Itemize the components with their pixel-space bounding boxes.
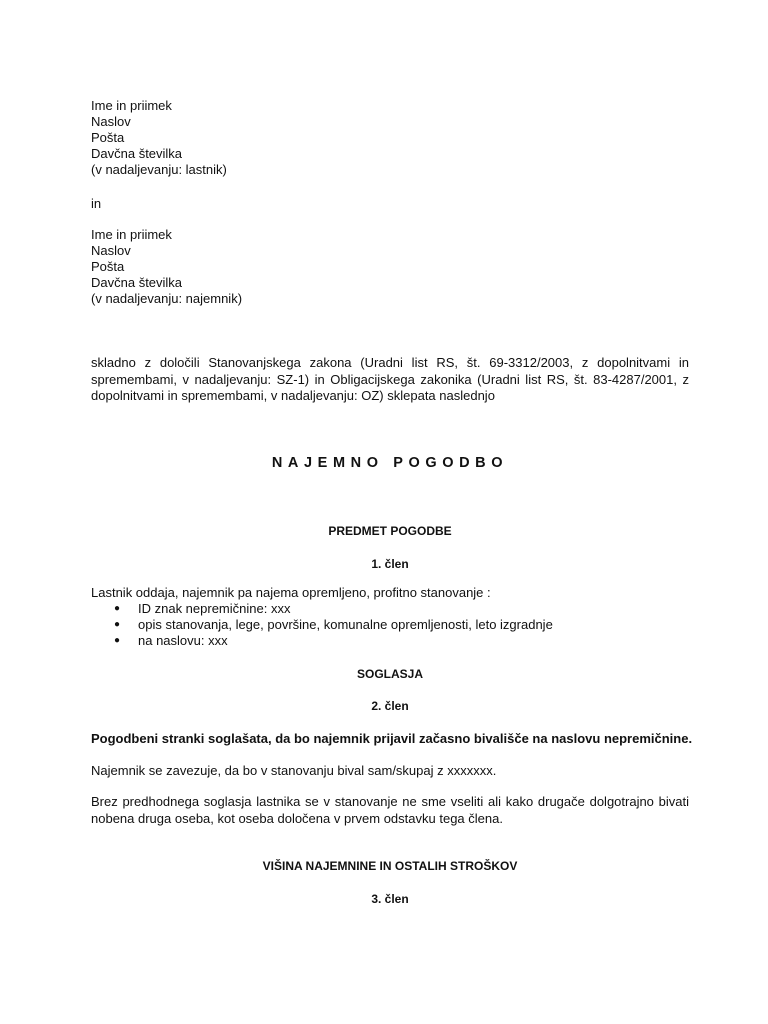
bullet-icon: ● (114, 619, 121, 630)
tenant-post-line: Pošta (91, 259, 125, 274)
consent-paragraph-2 (91, 763, 689, 779)
subject-bullet-list (91, 601, 689, 649)
section-heading-consent: SOGLASJA (356, 667, 423, 681)
list-item (91, 633, 689, 649)
list-item (91, 601, 689, 617)
article-1: 1. člen (371, 557, 409, 571)
consent-paragraph-1-text: Pogodbeni stranki soglašata, da bo najemnik prijavil začasno bivališče na naslovu nepremičnine. (91, 731, 693, 746)
bullet-icon: ● (114, 635, 121, 646)
article-2: 2. člen (371, 699, 409, 713)
section-heading-rent: VIŠINA NAJEMNINE IN OSTALIH STROŠKOV (262, 859, 518, 873)
list-item-text: opis stanovanja, lege, površine, komunalne opremljenosti, leto izgradnje (138, 617, 553, 632)
tenant-role-line: (v nadaljevanju: najemnik) (91, 291, 243, 306)
preamble-paragraph: skladno z določili Stanovanjskega zakona (Uradni list RS, št. 69-3312/2003, z dopolnitvami in spremembami, v nadaljevanju: SZ-1) in Obligacijskega zakonika (Uradni list RS, št. 83-4287/2001, z dopolnitvami in spremembami, v nadaljevanju: OZ) sklepata naslednjo (91, 355, 689, 404)
subject-intro (91, 585, 689, 601)
bullet-icon: ● (114, 603, 121, 614)
landlord-post-line: Pošta (91, 130, 125, 145)
landlord-address-line: Naslov (91, 114, 131, 129)
consent-paragraph-2-text: Najemnik se zavezuje, da bo v stanovanju bival sam/skupaj z xxxxxxx. (91, 763, 497, 778)
landlord-name-line: Ime in priimek (91, 98, 172, 113)
landlord-tax-line: Davčna številka (91, 146, 183, 161)
subject-intro-text: Lastnik oddaja, najemnik pa najema opremljeno, profitno stanovanje : (91, 585, 491, 600)
landlord-block (91, 98, 689, 178)
landlord-role-line: (v nadaljevanju: lastnik) (91, 162, 227, 177)
document-title: NAJEMNO POGODBO (271, 455, 509, 471)
tenant-address-line: Naslov (91, 243, 131, 258)
list-item-text: ID znak nepremičnine: xxx (138, 601, 291, 616)
list-item (91, 617, 689, 633)
consent-paragraph-3: Brez predhodnega soglasja lastnika se v stanovanje ne sme vseliti ali kako drugače dolgotrajno bivati nobena druga oseba, kot oseba določena v prvem odstavku tega člena. (91, 794, 689, 826)
conjunction (91, 196, 689, 212)
section-heading-subject: PREDMET POGODBE (328, 524, 452, 538)
conjunction-text: in (91, 196, 102, 211)
consent-paragraph-1 (91, 731, 693, 747)
list-item-text: na naslovu: xxx (138, 633, 228, 648)
tenant-name-line: Ime in priimek (91, 227, 172, 242)
tenant-block (91, 227, 689, 307)
tenant-tax-line: Davčna številka (91, 275, 183, 290)
article-3: 3. člen (371, 892, 409, 906)
